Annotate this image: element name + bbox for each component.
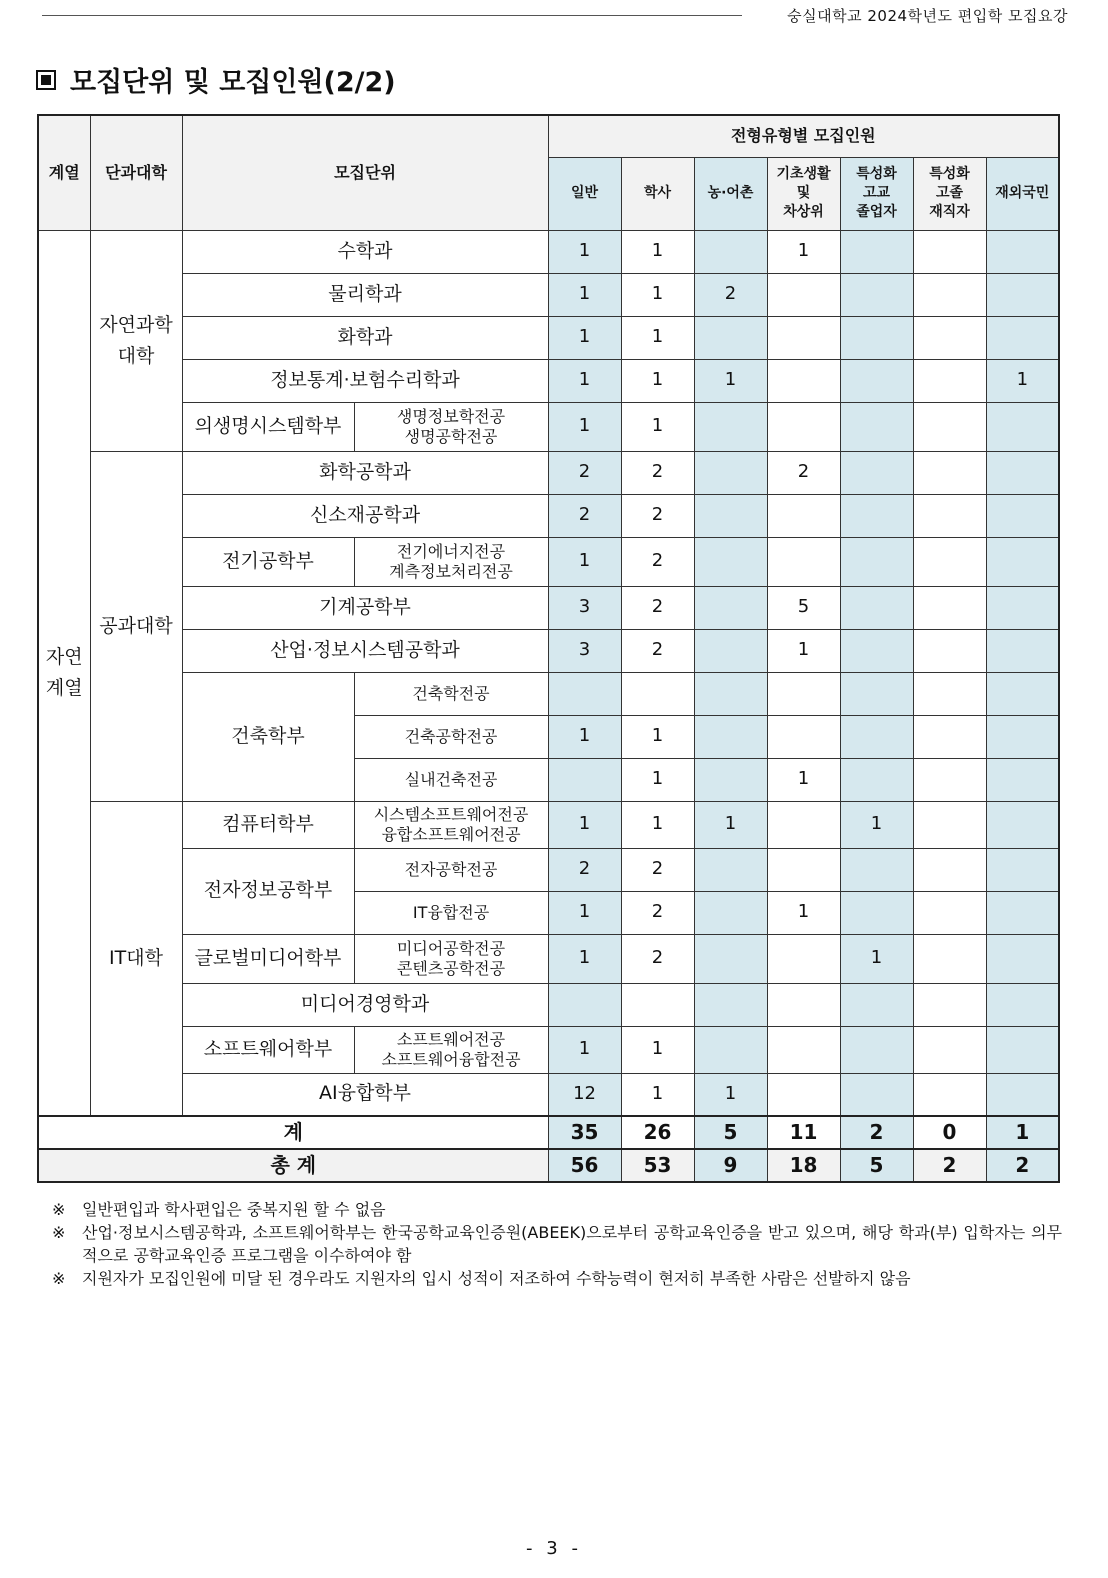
- count-cell: 1: [548, 537, 621, 586]
- dept-cell: AI융합학부: [182, 1073, 548, 1116]
- count-cell: [913, 891, 986, 934]
- count-cell: [548, 672, 621, 715]
- count-cell: 1: [840, 801, 913, 848]
- count-cell: [986, 629, 1059, 672]
- count-cell: [840, 494, 913, 537]
- note-item: [52, 1198, 1062, 1221]
- count-cell: 1: [548, 273, 621, 316]
- count-cell: [986, 230, 1059, 273]
- count-cell: 2: [621, 934, 694, 983]
- count-cell: [694, 537, 767, 586]
- subtotal-label: 계: [38, 1116, 548, 1149]
- major-cell: 전기에너지전공 계측정보처리전공: [354, 537, 548, 586]
- count-cell: [767, 934, 840, 983]
- count-cell: 3: [548, 586, 621, 629]
- count-cell: 1: [548, 891, 621, 934]
- count-cell: 1: [548, 230, 621, 273]
- count-cell: 1: [621, 1026, 694, 1073]
- count-cell: [840, 273, 913, 316]
- count-cell: 1: [694, 801, 767, 848]
- table-row: [38, 629, 1059, 672]
- count-cell: 1: [986, 359, 1059, 402]
- count-cell: [913, 672, 986, 715]
- table-row: [38, 672, 1059, 715]
- count-cell: [986, 891, 1059, 934]
- note-text: 지원자가 모집인원에 미달 된 경우라도 지원자의 입시 성적이 저조하여 수학능력이 현저히 부족한 사람은 선발하지 않음: [82, 1269, 911, 1288]
- dept-cell: 화학공학과: [182, 451, 548, 494]
- count-cell: [694, 1026, 767, 1073]
- count-cell: [840, 316, 913, 359]
- count-cell: 2: [621, 451, 694, 494]
- major-cell: 건축학전공: [354, 672, 548, 715]
- count-cell: [694, 629, 767, 672]
- dept-cell: 소프트웨어학부: [182, 1026, 354, 1073]
- count-cell: [986, 672, 1059, 715]
- section-title-text: 모집단위 및 모집인원(2/2): [70, 67, 396, 98]
- total-cell: 5: [694, 1116, 767, 1149]
- college-cell: IT대학: [90, 801, 182, 1116]
- count-cell: 1: [548, 934, 621, 983]
- count-cell: [840, 1073, 913, 1116]
- count-cell: 1: [621, 230, 694, 273]
- college-cell: 공과대학: [90, 451, 182, 801]
- major-cell: 소프트웨어전공 소프트웨어융합전공: [354, 1026, 548, 1073]
- count-cell: [913, 983, 986, 1026]
- count-cell: [694, 891, 767, 934]
- count-cell: [986, 848, 1059, 891]
- count-cell: [840, 586, 913, 629]
- count-cell: [694, 983, 767, 1026]
- count-cell: [767, 801, 840, 848]
- count-cell: 2: [621, 586, 694, 629]
- major-cell: 시스템소프트웨어전공 융합소프트웨어전공: [354, 801, 548, 848]
- count-cell: [767, 672, 840, 715]
- count-cell: [913, 230, 986, 273]
- field-cell: 자연 계열: [38, 230, 90, 1116]
- count-cell: [694, 758, 767, 801]
- document-header: 숭실대학교 2024학년도 편입학 모집요강: [787, 7, 1068, 25]
- count-cell: 2: [621, 848, 694, 891]
- count-cell: [840, 672, 913, 715]
- count-cell: [913, 316, 986, 359]
- count-cell: [840, 1026, 913, 1073]
- count-cell: 1: [548, 402, 621, 451]
- count-cell: [986, 983, 1059, 1026]
- note-text: 산업·정보시스템공학과, 소프트웨어학부는 한국공학교육인증원(ABEEK)으로부터 공학교육인증을 받고 있으며, 해당 학과(부) 입학자는 의무적으로 공학교육인증 프로그램을 이수하여야 함: [82, 1223, 1062, 1265]
- count-cell: [548, 983, 621, 1026]
- page-number: - 3 -: [526, 1538, 582, 1559]
- subtotal-row: [38, 1116, 1059, 1149]
- dept-cell: 전기공학부: [182, 537, 354, 586]
- count-cell: [913, 359, 986, 402]
- total-cell: 0: [913, 1116, 986, 1149]
- count-cell: 1: [548, 316, 621, 359]
- col-header-type: 특성화 고졸 재직자: [913, 157, 986, 230]
- count-cell: [986, 494, 1059, 537]
- dept-cell: 의생명시스템학부: [182, 402, 354, 451]
- count-cell: [913, 1073, 986, 1116]
- count-cell: [986, 758, 1059, 801]
- count-cell: 2: [548, 451, 621, 494]
- table-row: [38, 1026, 1059, 1073]
- count-cell: [694, 316, 767, 359]
- count-cell: [767, 316, 840, 359]
- count-cell: [986, 451, 1059, 494]
- total-cell: 53: [621, 1149, 694, 1182]
- count-cell: [986, 273, 1059, 316]
- table-row: [38, 451, 1059, 494]
- count-cell: [694, 848, 767, 891]
- count-cell: 1: [767, 758, 840, 801]
- dept-cell: 산업·정보시스템공학과: [182, 629, 548, 672]
- count-cell: [986, 1073, 1059, 1116]
- count-cell: 1: [621, 801, 694, 848]
- note-item: [52, 1267, 1062, 1290]
- count-cell: [986, 1026, 1059, 1073]
- count-cell: [840, 629, 913, 672]
- total-cell: 11: [767, 1116, 840, 1149]
- total-cell: 56: [548, 1149, 621, 1182]
- dept-cell: 신소재공학과: [182, 494, 548, 537]
- count-cell: 2: [621, 537, 694, 586]
- major-cell: 전자공학전공: [354, 848, 548, 891]
- count-cell: 12: [548, 1073, 621, 1116]
- total-cell: 2: [986, 1149, 1059, 1182]
- note-mark: ※: [52, 1223, 66, 1242]
- table-row: [38, 537, 1059, 586]
- col-header-college: 단과대학: [90, 115, 182, 230]
- table-row: [38, 273, 1059, 316]
- total-cell: 2: [840, 1116, 913, 1149]
- count-cell: 2: [694, 273, 767, 316]
- count-cell: [621, 672, 694, 715]
- count-cell: 1: [548, 1026, 621, 1073]
- count-cell: [694, 451, 767, 494]
- count-cell: [767, 983, 840, 1026]
- major-cell: 미디어공학전공 콘텐츠공학전공: [354, 934, 548, 983]
- college-cell: 자연과학 대학: [90, 230, 182, 451]
- count-cell: [767, 1026, 840, 1073]
- total-cell: 9: [694, 1149, 767, 1182]
- count-cell: [913, 537, 986, 586]
- col-header-type: 농·어촌: [694, 157, 767, 230]
- dept-cell: 물리학과: [182, 273, 548, 316]
- table-row: [38, 494, 1059, 537]
- count-cell: 1: [621, 316, 694, 359]
- grand-total-label: 총 계: [38, 1149, 548, 1182]
- major-cell: 생명정보학전공 생명공학전공: [354, 402, 548, 451]
- count-cell: [913, 402, 986, 451]
- count-cell: [986, 715, 1059, 758]
- table-row: [38, 359, 1059, 402]
- major-cell: 건축공학전공: [354, 715, 548, 758]
- count-cell: [913, 1026, 986, 1073]
- count-cell: [840, 758, 913, 801]
- count-cell: 1: [621, 273, 694, 316]
- major-cell: 실내건축전공: [354, 758, 548, 801]
- dept-cell: 컴퓨터학부: [182, 801, 354, 848]
- col-header-type: 일반: [548, 157, 621, 230]
- count-cell: [913, 848, 986, 891]
- count-cell: [840, 402, 913, 451]
- count-cell: 1: [840, 934, 913, 983]
- count-cell: 2: [548, 848, 621, 891]
- count-cell: [840, 230, 913, 273]
- col-header-group: 전형유형별 모집인원: [548, 115, 1059, 157]
- count-cell: [694, 402, 767, 451]
- table-row: [38, 402, 1059, 451]
- note-mark: ※: [52, 1269, 66, 1288]
- count-cell: 2: [767, 451, 840, 494]
- notes: [52, 1198, 1062, 1290]
- count-cell: [840, 537, 913, 586]
- filled-square-icon: [36, 70, 56, 90]
- count-cell: 1: [767, 230, 840, 273]
- count-cell: [840, 983, 913, 1026]
- table-row: [38, 586, 1059, 629]
- count-cell: [840, 891, 913, 934]
- note-item: [52, 1221, 1062, 1267]
- major-cell: IT융합전공: [354, 891, 548, 934]
- count-cell: [767, 715, 840, 758]
- count-cell: [621, 983, 694, 1026]
- count-cell: [913, 934, 986, 983]
- note-text: 일반편입과 학사편입은 중복지원 할 수 없음: [82, 1200, 386, 1219]
- table-row: [38, 230, 1059, 273]
- note-mark: ※: [52, 1200, 66, 1219]
- header-rule: [42, 15, 742, 16]
- col-header-unit: 모집단위: [182, 115, 548, 230]
- dept-cell: 수학과: [182, 230, 548, 273]
- total-cell: 26: [621, 1116, 694, 1149]
- count-cell: 1: [621, 1073, 694, 1116]
- count-cell: [767, 537, 840, 586]
- count-cell: 1: [621, 359, 694, 402]
- grand-total-row: [38, 1149, 1059, 1182]
- count-cell: [913, 451, 986, 494]
- dept-cell: 기계공학부: [182, 586, 548, 629]
- count-cell: 1: [694, 1073, 767, 1116]
- count-cell: 3: [548, 629, 621, 672]
- total-cell: 18: [767, 1149, 840, 1182]
- count-cell: [548, 758, 621, 801]
- count-cell: [986, 316, 1059, 359]
- count-cell: [913, 494, 986, 537]
- count-cell: 1: [548, 801, 621, 848]
- count-cell: 1: [621, 758, 694, 801]
- count-cell: 2: [621, 629, 694, 672]
- count-cell: 1: [767, 629, 840, 672]
- count-cell: [986, 402, 1059, 451]
- count-cell: [767, 273, 840, 316]
- count-cell: [694, 494, 767, 537]
- count-cell: 2: [621, 494, 694, 537]
- table-row: [38, 848, 1059, 891]
- table-row: [38, 801, 1059, 848]
- table-row: [38, 316, 1059, 359]
- col-header-type: 재외국민: [986, 157, 1059, 230]
- count-cell: [913, 801, 986, 848]
- table-row: [38, 934, 1059, 983]
- count-cell: [986, 934, 1059, 983]
- total-cell: 1: [986, 1116, 1059, 1149]
- count-cell: [986, 801, 1059, 848]
- count-cell: [840, 359, 913, 402]
- count-cell: [840, 848, 913, 891]
- count-cell: [694, 715, 767, 758]
- count-cell: 1: [621, 715, 694, 758]
- count-cell: [913, 629, 986, 672]
- dept-cell: 화학과: [182, 316, 548, 359]
- table-row: [38, 1073, 1059, 1116]
- dept-cell: 전자정보공학부: [182, 848, 354, 934]
- count-cell: [767, 494, 840, 537]
- col-header-type: 기초생활 및 차상위: [767, 157, 840, 230]
- count-cell: 1: [548, 359, 621, 402]
- count-cell: [694, 586, 767, 629]
- col-header-field: 계열: [38, 115, 90, 230]
- count-cell: 1: [548, 715, 621, 758]
- total-cell: 2: [913, 1149, 986, 1182]
- col-header-type: 학사: [621, 157, 694, 230]
- count-cell: [694, 230, 767, 273]
- count-cell: [913, 586, 986, 629]
- count-cell: 1: [694, 359, 767, 402]
- count-cell: 1: [621, 402, 694, 451]
- count-cell: [767, 848, 840, 891]
- recruitment-table: [37, 114, 1060, 1183]
- dept-cell: 글로벌미디어학부: [182, 934, 354, 983]
- count-cell: [694, 934, 767, 983]
- count-cell: [840, 451, 913, 494]
- total-cell: 35: [548, 1116, 621, 1149]
- section-title: [36, 60, 396, 99]
- col-header-type: 특성화 고교 졸업자: [840, 157, 913, 230]
- count-cell: 2: [548, 494, 621, 537]
- count-cell: [694, 672, 767, 715]
- count-cell: [913, 273, 986, 316]
- count-cell: [767, 359, 840, 402]
- count-cell: [767, 402, 840, 451]
- table-row: [38, 983, 1059, 1026]
- count-cell: [767, 1073, 840, 1116]
- count-cell: [986, 537, 1059, 586]
- dept-cell: 미디어경영학과: [182, 983, 548, 1026]
- count-cell: 2: [621, 891, 694, 934]
- count-cell: [913, 758, 986, 801]
- count-cell: [913, 715, 986, 758]
- count-cell: [986, 586, 1059, 629]
- total-cell: 5: [840, 1149, 913, 1182]
- count-cell: 1: [767, 891, 840, 934]
- dept-cell: 건축학부: [182, 672, 354, 801]
- dept-cell: 정보통계·보험수리학과: [182, 359, 548, 402]
- count-cell: [840, 715, 913, 758]
- count-cell: 5: [767, 586, 840, 629]
